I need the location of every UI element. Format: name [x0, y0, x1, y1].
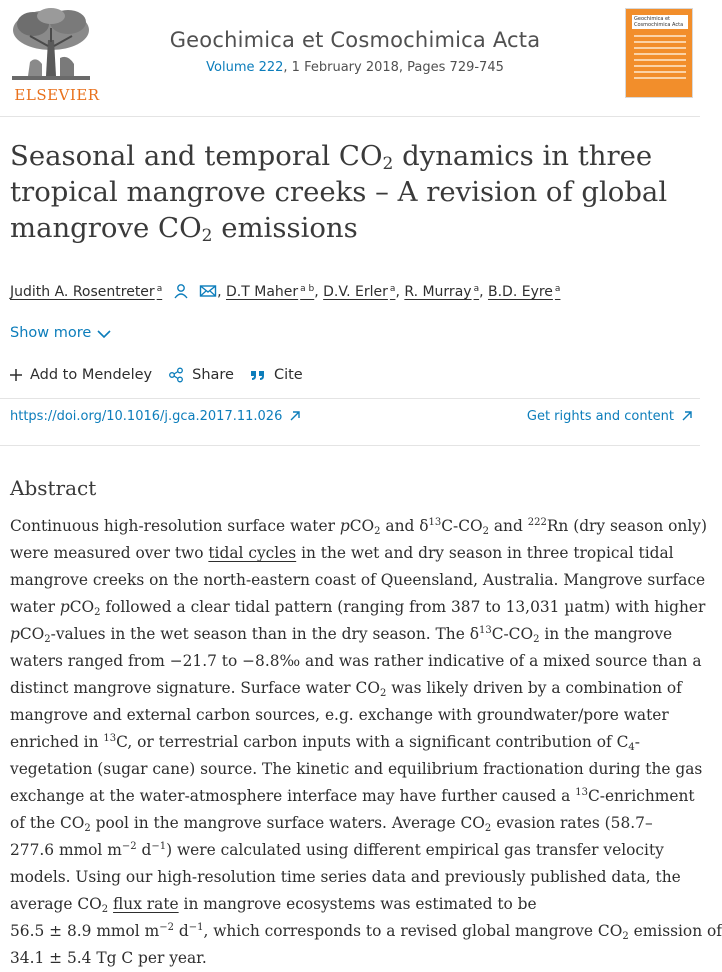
abstract-line: 34.1 ± 5.4 Tg C per year. — [10, 949, 207, 967]
abstract-line: vegetation (sugar cane) source. The kinetic and equilibrium fractionation during the gas — [10, 760, 703, 778]
journal-cover-thumbnail[interactable] — [625, 8, 693, 98]
rights-link[interactable] — [527, 409, 692, 424]
abstract-line: waters ranged from −21.7 to −8.8‰ and was rather indicative of a mixed source than a — [10, 652, 702, 670]
quote-icon — [250, 368, 266, 382]
abstract-line: 277.6 mmol $m^{-2}$ $d^{-1}$) were calculated using different empirical gas transfer velocity — [10, 841, 664, 859]
chevron-down-icon — [97, 329, 111, 339]
actions-divider — [0, 398, 700, 399]
header-divider — [0, 116, 700, 117]
abstract-line: exchange at the water-atmosphere interface may have further caused a $^{13}$C-enrichment — [10, 787, 695, 805]
author-link[interactable]: R. Murray $^a$ — [404, 284, 480, 300]
person-icon[interactable] — [173, 283, 189, 299]
external-link-icon — [682, 411, 692, 421]
cover-decoration — [634, 35, 686, 83]
share-label: Share — [192, 367, 234, 383]
mendeley-label: Add to Mendeley — [30, 367, 153, 383]
show-more-label: Show more — [10, 325, 92, 341]
abstract-line: Continuous high-resolution surface water pCO$_2$ and $\delta^{13}C-CO_2$ and $^{222}$Rn (dry season only) — [10, 517, 707, 537]
author-link[interactable]: Judith A. Rosentreter $^a$ — [10, 284, 163, 300]
cite-button[interactable] — [250, 367, 303, 383]
title-line-2: tropical mangrove creeks – A revision of global — [10, 176, 668, 208]
article-title — [10, 138, 690, 246]
add-to-mendeley-button[interactable] — [10, 367, 152, 383]
external-link-icon — [290, 411, 300, 421]
issue-pages: , 1 February 2018, Pages 729-745 — [283, 60, 504, 75]
abstract-line: pCO$_2$-values in the wet season than in the dry season. The $\delta^{13}C-CO_2$ in the mangrove — [10, 625, 673, 645]
abstract-body — [10, 513, 722, 972]
abstract-line: water pCO$_2$ followed a clear tidal pattern (ranging from 387 to 13,031 µatm) with higher — [10, 598, 706, 618]
show-more-button[interactable] — [10, 325, 111, 341]
share-icon — [168, 367, 184, 383]
abstract-line: average $CO_2$ flux rate in mangrove ecosystems was estimated to be — [10, 895, 537, 915]
abstract-line: distinct mangrove signature. Surface water $CO_2$ was likely driven by a combination of — [10, 679, 682, 699]
abstract-line: enriched in $^{13}$C, or terrestrial carbon inputs with a significant contribution of $C_4-$ — [10, 733, 640, 753]
cite-label: Cite — [273, 367, 303, 383]
cover-title: Geochimica et Cosmochimica Acta — [634, 16, 684, 28]
elsevier-logo[interactable] — [8, 6, 100, 104]
mail-icon[interactable] — [199, 283, 217, 299]
links-divider — [0, 445, 700, 446]
doi-text: https://doi.org/10.1016/j.gca.2017.11.026 — [10, 409, 283, 424]
author-link[interactable]: D.V. Erler $^a$ — [323, 284, 396, 300]
title-line-1: Seasonal and temporal $CO_2$ dynamics in three — [10, 140, 653, 174]
abstract-line: mangrove creeks on the north-eastern coast of Queensland, Australia. Mangrove surface — [10, 571, 706, 589]
author-list: Judith A. Rosentreter $^a$ , D.T Maher $^{a b}$, D.V. Erler $^a$, R. Murray $^a$, B.D. Eyre $^a$ — [10, 284, 561, 300]
article-actions — [10, 367, 303, 383]
rights-text: Get rights and content — [526, 409, 674, 424]
abstract-line: mangrove and external carbon sources, e.g. exchange with groundwater/pore water — [10, 706, 669, 724]
author-link[interactable]: B.D. Eyre $^a$ — [487, 284, 561, 300]
abstract-line: models. Using our high-resolution time series data and previously published data, the — [10, 868, 681, 886]
title-line-3: mangrove $CO_2$ emissions — [10, 212, 358, 246]
plus-icon — [10, 369, 22, 381]
elsevier-tree-icon — [8, 6, 94, 84]
abstract-line: 56.5 ± 8.9 mmol $m^{-2}$ $d^{-1}$, which corresponds to a revised global mangrove $CO_2$ emission of — [10, 922, 722, 942]
tidal-cycles-link[interactable]: tidal cycles — [208, 544, 297, 562]
journal-header — [0, 0, 700, 106]
abstract-heading: Abstract — [10, 476, 97, 500]
flux-rate-link[interactable]: flux rate — [113, 895, 179, 913]
doi-link[interactable] — [10, 409, 300, 424]
abstract-line: of the $CO_2$ pool in the mangrove surface waters. Average $CO_2$ evasion rates (58.7– — [10, 814, 653, 834]
journal-title[interactable]: Geochimica et Cosmochimica Acta — [169, 28, 541, 52]
journal-info — [120, 28, 590, 75]
publisher-name: ELSEVIER — [14, 86, 100, 104]
volume-link[interactable]: Volume 222 — [206, 60, 284, 75]
abstract-line: were measured over two tidal cycles in the wet and dry season in three tropical tidal — [10, 544, 674, 562]
cover-title-box — [632, 15, 688, 29]
share-button[interactable] — [168, 367, 234, 383]
author-link[interactable]: D.T Maher $^{a b}$ — [226, 284, 315, 300]
journal-meta — [120, 60, 590, 75]
